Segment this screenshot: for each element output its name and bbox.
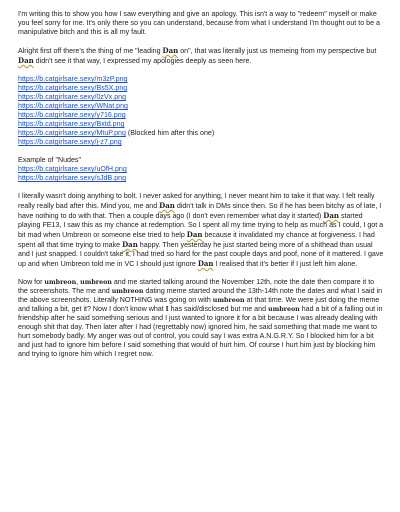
handle-umbreon: umbreon bbox=[267, 306, 300, 313]
link-row bbox=[18, 120, 384, 129]
screenshot-link[interactable]: https://b.catgirlsare.sexy/WNat.png bbox=[18, 102, 128, 110]
para4-text: and me started talking around the November 12th, note the date then compare it to the screenshots. The me and bbox=[18, 278, 375, 295]
screenshot-links-list bbox=[18, 75, 384, 147]
handle-umbreon: umbreon bbox=[44, 279, 77, 286]
link-row bbox=[18, 174, 384, 183]
document-page bbox=[18, 10, 384, 368]
umbreon-paragraph bbox=[18, 278, 384, 359]
para4-text: had a bit of a falling out in friendship after he said something serious and I just wanted to ignore it for a bit because I was already dealing with enough shit that day. Then later after I had (regrettably now) ignored him, he said something that made me want to hurt somebody badly. My anger was out of control, you could say I was extra A.N.G.R.Y. So I blocked him for a bit and just had to ignore him before I said something that would of hurt him. Of course I hurt him just by blocking him and trying to ignore him which I regret now. bbox=[18, 305, 383, 358]
para4-text: dating meme started around the 13th-14th note the dates and what I said in the above screenshots. Literally NOTHING was going on with bbox=[18, 287, 383, 304]
nudes-link[interactable]: https://b.catgirlsare.sexy/sJdB.png bbox=[18, 174, 127, 182]
screenshot-link[interactable]: https://b.catgirlsare.sexy/y716.png bbox=[18, 111, 126, 119]
name-dan: Dan bbox=[122, 240, 138, 249]
fe13-paragraph bbox=[18, 192, 384, 269]
para4-text: has said/disclosed but me and bbox=[168, 305, 268, 313]
nudes-heading: Example of "Nudes" bbox=[18, 156, 81, 164]
link-row bbox=[18, 75, 384, 84]
para4-text: Now for bbox=[18, 278, 45, 286]
para2-text-2: on", that was literally just us memeing from my perspective but bbox=[178, 47, 377, 55]
nudes-example-section bbox=[18, 156, 384, 183]
link-row bbox=[18, 102, 384, 111]
para4-text: , bbox=[76, 278, 81, 286]
para3-text: because it invalidated my chance at forgiveness. I had spent all that time trying to make bbox=[18, 231, 375, 249]
link-row bbox=[18, 138, 384, 147]
para2-text-1: Alright first off there's the thing of me "leading bbox=[18, 47, 163, 55]
name-dan: Dan bbox=[197, 259, 214, 268]
para3-text: started playing FE13, I saw this as my chance at redemption. So I spent all my time trying to help as much as I could, I got a bit mad when Umbreon or someone else tried to help bbox=[18, 212, 384, 239]
intro-text: I'm writing this to show you how I saw everything and give an apology. This isn't a way to "redeem" myself or make you feel sorry for me. It's only there so you can understand, because from what I understand I'm thought out to be a manipulative bitch and this is all my fault. bbox=[18, 10, 380, 36]
name-dan-2: Dan bbox=[18, 56, 34, 65]
name-dan: Dan bbox=[186, 230, 203, 239]
screenshot-link[interactable]: https://b.catgirlsare.sexy/MtuP.png bbox=[18, 129, 126, 137]
handle-redacted: I bbox=[165, 306, 169, 313]
screenshot-link[interactable]: https://b.catgirlsare.sexy/Bxtd.png bbox=[18, 120, 125, 128]
leading-on-paragraph bbox=[18, 46, 384, 66]
link-row bbox=[18, 129, 384, 138]
nudes-link[interactable]: https://b.catgirlsare.sexy/uOfH.png bbox=[18, 165, 127, 173]
handle-umbreon: umbreon bbox=[80, 279, 112, 286]
screenshot-link[interactable]: https://b.catgirlsare.sexy/j-z7.png bbox=[18, 138, 122, 146]
link-row bbox=[18, 111, 384, 120]
para2-text-3: didn't see it that way, I expressed my apologies deeply as seen here. bbox=[33, 57, 252, 65]
link-row bbox=[18, 93, 384, 102]
handle-umbreon: umbreon bbox=[111, 288, 144, 295]
link-row bbox=[18, 165, 384, 174]
screenshot-link[interactable]: https://b.catgirlsare.sexy/m3zP.png bbox=[18, 75, 128, 83]
screenshot-link[interactable]: https://b.catgirlsare.sexy/Bs5X.png bbox=[18, 84, 128, 92]
intro-paragraph bbox=[18, 10, 384, 37]
para3-text: I literally wasn't doing anything to bolt. I never asked for anything, I never meant him to take it that way. I felt really really really bad after this. Mind you, me and bbox=[18, 192, 375, 210]
para3-text: didn't talk in DMs since then. So if he has been bitchy as of late, I have nothing to do with that. Then a couple days ago (I don't even remember what day it started) bbox=[18, 202, 382, 220]
para4-text: at that time. We were just doing the meme and talking a bit, get it? Now I don't know what bbox=[18, 296, 380, 313]
name-dan: Dan bbox=[159, 201, 175, 210]
link-row bbox=[18, 84, 384, 93]
para3-text: I realised that it's better if I just left him alone. bbox=[213, 260, 358, 268]
name-dan-1: Dan bbox=[162, 46, 179, 55]
link-note: (Blocked him after this one) bbox=[125, 129, 215, 137]
para3-text: happy. Then yesterday he just started being more of a shithead than usual and I just snapped. I couldn't take it, I had tried so hard for the past couple days and poof, none of it mattered. I gave up and when Umbreon told me in VC I should just ignore bbox=[18, 241, 384, 268]
name-dan: Dan bbox=[323, 211, 339, 220]
screenshot-link[interactable]: https://b.catgirlsare.sexy/0zVx.png bbox=[18, 93, 127, 101]
handle-umbreon: umbreon bbox=[212, 297, 245, 304]
